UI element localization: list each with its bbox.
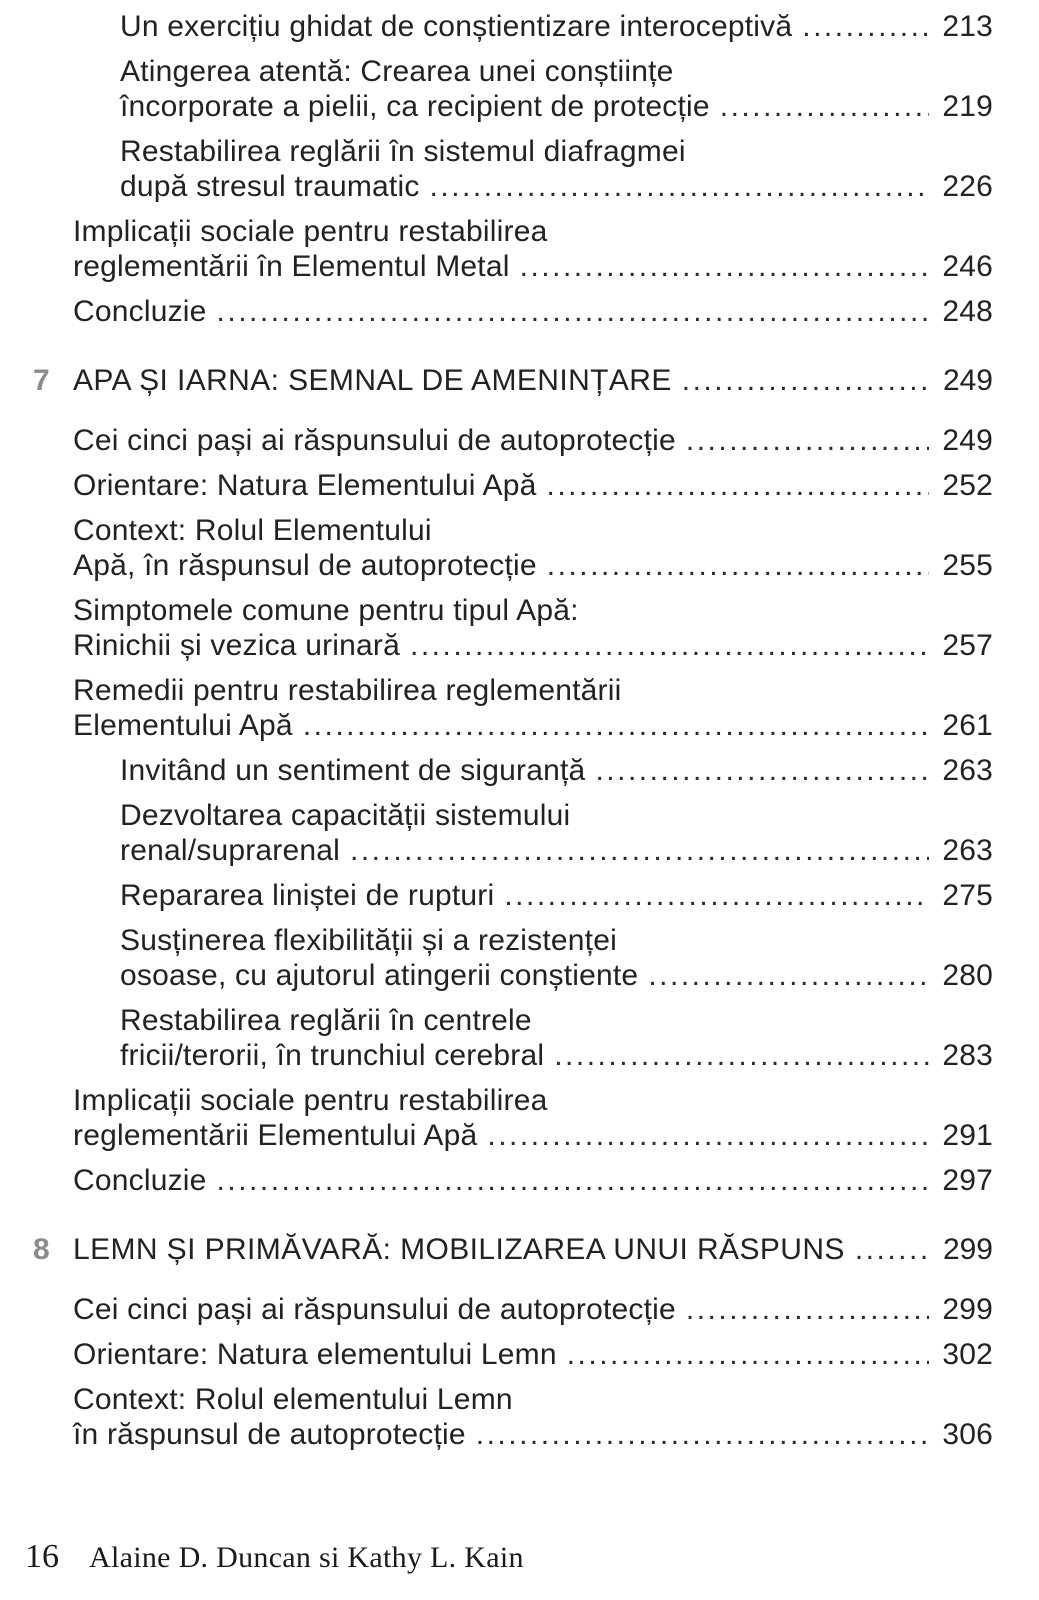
toc-entry [73, 1163, 993, 1198]
toc-entry-line [120, 54, 993, 89]
toc-entry-text: în răspunsul de autoprotecție [73, 1418, 466, 1451]
chapter-page-number: 249 [942, 364, 993, 397]
toc-entry-line [73, 673, 993, 708]
toc-entry-line [73, 1118, 993, 1153]
toc-entry-text: Implicații sociale pentru restabilirea [73, 1084, 548, 1117]
toc-entry-text: fricii/terorii, în trunchiul cerebral [120, 1039, 545, 1072]
toc-entry-text: Concluzie [73, 1164, 207, 1197]
toc-entry-text: Orientare: Natura elementului Lemn [73, 1338, 557, 1371]
toc-entry-text: Restabilirea reglării în centrele [120, 1004, 532, 1037]
toc-entry-text: Cei cinci pași ai răspunsului de autoprotecție [73, 424, 676, 457]
toc-entry-line [120, 9, 993, 44]
dot-leader [554, 1038, 929, 1073]
dot-leader [350, 833, 929, 868]
toc-entry-line [73, 628, 993, 663]
toc-entry-page-number: 280 [942, 959, 993, 992]
toc-entry [120, 54, 993, 124]
toc-entry-text: Remedii pentru restabilirea reglementării [73, 674, 622, 707]
dot-leader [720, 89, 929, 124]
toc-entry-text: osoase, cu ajutorul atingerii conștiente [120, 959, 639, 992]
chapter-page-number: 299 [942, 1233, 993, 1266]
toc-entry-text: Apă, în răspunsul de autoprotecție [73, 549, 537, 582]
toc-entry [120, 9, 993, 44]
toc-entry-line [73, 468, 993, 503]
toc-entry-page-number: 297 [942, 1164, 993, 1197]
toc-entry-line [120, 798, 993, 833]
dot-leader [520, 249, 929, 284]
toc-entry-line [120, 923, 993, 958]
toc-entry-line [73, 1292, 993, 1327]
dot-leader [648, 958, 929, 993]
toc-entry-line [120, 89, 993, 124]
toc-entry-page-number: 261 [942, 709, 993, 742]
toc-list [0, 9, 993, 1452]
chapter-title: LEMN ȘI PRIMĂVARĂ: MOBILIZAREA UNUI RĂSPUNS [73, 1233, 845, 1266]
toc-entry-text: Repararea liniștei de rupturi [120, 879, 495, 912]
toc-entry-line [73, 1083, 993, 1118]
toc-entry-page-number: 291 [942, 1119, 993, 1152]
toc-entry-line [120, 1038, 993, 1073]
toc-entry [73, 1382, 993, 1452]
toc-entry-page-number: 252 [942, 469, 993, 502]
dot-leader [547, 468, 929, 503]
toc-entry-line [120, 169, 993, 204]
toc-entry [120, 1003, 993, 1073]
toc-entry-page-number: 249 [942, 424, 993, 457]
toc-entry-text: Susținerea flexibilității și a rezistenței [120, 924, 617, 957]
toc-entry-page-number: 275 [942, 879, 993, 912]
dot-leader [504, 878, 929, 913]
toc-entry-page-number: 226 [942, 170, 993, 203]
chapter-heading [0, 1232, 993, 1268]
dot-leader [487, 1118, 929, 1153]
toc-entry-line [120, 833, 993, 868]
toc-entry-page-number: 302 [942, 1338, 993, 1371]
toc-entry-page-number: 306 [942, 1418, 993, 1451]
toc-entry-line [73, 1382, 993, 1417]
toc-entry-text: încorporate a pielii, ca recipient de protecție [120, 90, 710, 123]
running-footer-authors: Alaine D. Duncan si Kathy L. Kain [89, 1541, 524, 1574]
toc-entry-text: reglementării în Elementul Metal [73, 250, 510, 283]
toc-entry [73, 513, 993, 583]
dot-leader [686, 423, 929, 458]
toc-entry-line [73, 1417, 993, 1452]
toc-entry [73, 673, 993, 743]
toc-entry-text: Restabilirea reglării în sistemul diafragmei [120, 135, 686, 168]
toc-entry [73, 468, 993, 503]
toc-entry-text: Dezvoltarea capacității sistemului [120, 799, 571, 832]
toc-entry-text: Rinichii și vezica urinară [73, 629, 400, 662]
toc-entry-text: Orientare: Natura Elementului Apă [73, 469, 537, 502]
toc-entry-text: Context: Rolul Elementului [73, 514, 432, 547]
dot-leader [686, 1292, 929, 1327]
toc-entry-line [73, 423, 993, 458]
toc-entry-page-number: 255 [942, 549, 993, 582]
toc-entry-page-number: 213 [942, 10, 993, 43]
toc-entry-text: Atingerea atentă: Crearea unei conștiințe [120, 55, 674, 88]
toc-entry-text: Concluzie [73, 295, 207, 328]
dot-leader [682, 363, 929, 399]
chapter-heading [0, 363, 993, 399]
dot-leader [547, 548, 929, 583]
toc-entry-page-number: 283 [942, 1039, 993, 1072]
dot-leader [410, 628, 929, 663]
toc-entry-line [73, 294, 993, 329]
toc-entry-page-number: 219 [942, 90, 993, 123]
toc-entry [73, 423, 993, 458]
toc-entry-page-number: 246 [942, 250, 993, 283]
chapter-title: APA ȘI IARNA: SEMNAL DE AMENINȚARE [73, 364, 672, 397]
toc-entry-text: Invitând un sentiment de siguranță [120, 754, 586, 787]
toc-entry-page-number: 257 [942, 629, 993, 662]
dot-leader [802, 9, 929, 44]
dot-leader [567, 1337, 929, 1372]
toc-entry [73, 294, 993, 329]
toc-entry-text: reglementării Elementului Apă [73, 1119, 478, 1152]
toc-entry [120, 798, 993, 868]
toc-entry [120, 134, 993, 204]
toc-entry-line [120, 753, 993, 788]
toc-entry-text: Context: Rolul elementului Lemn [73, 1383, 513, 1416]
toc-entry [73, 1337, 993, 1372]
toc-entry [73, 593, 993, 663]
toc-entry-text: Elementului Apă [73, 709, 293, 742]
toc-entry-text: Implicații sociale pentru restabilirea [73, 215, 548, 248]
toc-entry-page-number: 263 [942, 834, 993, 867]
toc-entry-page-number: 263 [942, 754, 993, 787]
page-footer [25, 1538, 524, 1576]
toc-entry [73, 1292, 993, 1327]
dot-leader [855, 1232, 929, 1268]
dot-leader [595, 753, 929, 788]
toc-entry-line [73, 214, 993, 249]
toc-entry-line [120, 134, 993, 169]
folio-page-number: 16 [25, 1538, 59, 1575]
toc-entry-line [120, 878, 993, 913]
toc-entry [73, 214, 993, 284]
toc-entry-text: Simptomele comune pentru tipul Apă: [73, 594, 579, 627]
toc-entry-line [73, 548, 993, 583]
dot-leader [217, 294, 929, 329]
toc-entry-line [120, 958, 993, 993]
chapter-number: 7 [33, 364, 50, 397]
dot-leader [303, 708, 929, 743]
toc-entry-text: Un exercițiu ghidat de conștientizare interoceptivă [120, 10, 793, 43]
chapter-number: 8 [33, 1233, 50, 1266]
toc-entry-text: Cei cinci pași ai răspunsului de autoprotecție [73, 1293, 676, 1326]
toc-entry-page-number: 248 [942, 295, 993, 328]
toc-entry [120, 923, 993, 993]
toc-entry-line [73, 249, 993, 284]
toc-entry-line [73, 1163, 993, 1198]
toc-entry-line [73, 1337, 993, 1372]
toc-entry [120, 878, 993, 913]
toc-entry-text: renal/suprarenal [120, 834, 340, 867]
toc-entry-line [120, 1003, 993, 1038]
dot-leader [476, 1417, 929, 1452]
dot-leader [217, 1163, 929, 1198]
toc-entry-line [73, 593, 993, 628]
toc-entry-line [73, 708, 993, 743]
toc-entry [120, 753, 993, 788]
dot-leader [430, 169, 929, 204]
toc-entry [73, 1083, 993, 1153]
toc-entry-page-number: 299 [942, 1293, 993, 1326]
toc-entry-text: după stresul traumatic [120, 170, 420, 203]
toc-entry-line [73, 513, 993, 548]
